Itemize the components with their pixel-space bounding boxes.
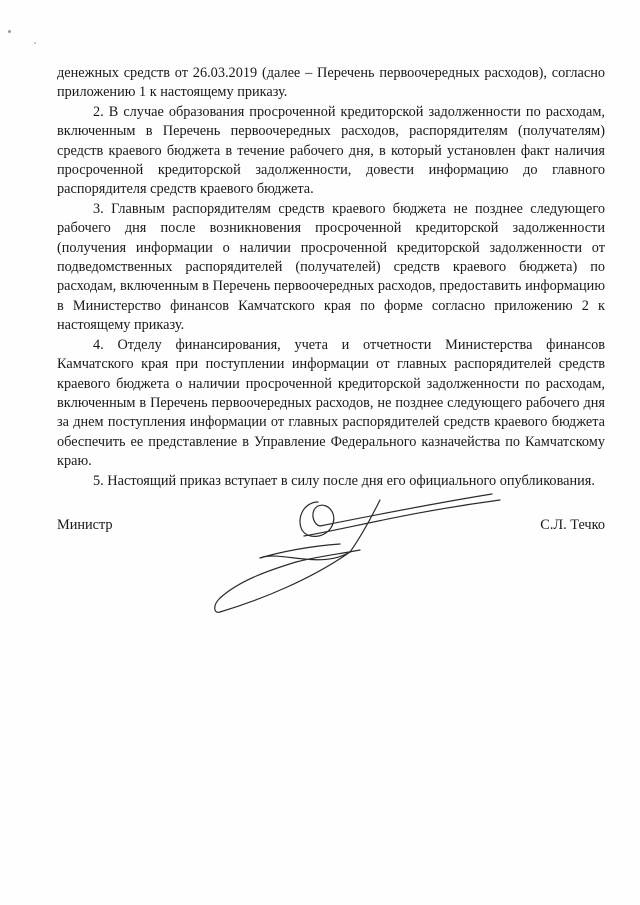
paragraph-4: 4. Отделу финансирования, учета и отчетности Министерства финансов Камчатского края при поступлении информации от главных распорядителей средств краевого бюджета о наличии просроченной кредиторской задолженности по расходам, включенным в Перечень первоочередных расходов, не позднее следующего рабочего дня за днем поступления информации от главных распорядителей средств краевого бюджета обеспечить ее представление в Управление Федерального казначейства по Камчатскому краю. — [57, 336, 605, 470]
paragraph-1-continuation: денежных средств от 26.03.2019 (далее – Перечень первоочередных расходов), согласно приложению 1 к настоящему приказу. — [57, 65, 605, 101]
scan-artifact — [34, 42, 36, 44]
paragraph-5: 5. Настоящий приказ вступает в силу после дня его официального опубликования. — [93, 472, 595, 489]
signer-name: С.Л. Течко — [540, 517, 605, 533]
paragraph-2: 2. В случае образования просроченной кредиторской задолженности по расходам, включенным в Перечень первоочередных расходов, распорядителям (получателям) средств краевого бюджета в течение рабочего дня, в который установлен факт наличия просроченной кредиторской задолженности, довести информацию до главного распорядителя средств краевого бюджета. — [57, 103, 605, 198]
paragraph-3: 3. Главным распорядителям средств краевого бюджета не позднее следующего рабочего дня после возникновения просроченной кредиторской задолженности (получения информации о наличии просроченной кредиторской задолженности от подведомственных распорядителей (получателей) средств краевого бюджета) по расходам, включенным в Перечень первоочередных расходов, предоставить информацию в Министерство финансов Камчатского края по форме согласно приложению 2 к настоящему приказу. — [57, 200, 605, 334]
scan-artifact — [8, 30, 11, 33]
signer-position: Министр — [57, 517, 113, 533]
document-body — [57, 64, 605, 491]
handwritten-signature — [200, 480, 510, 620]
